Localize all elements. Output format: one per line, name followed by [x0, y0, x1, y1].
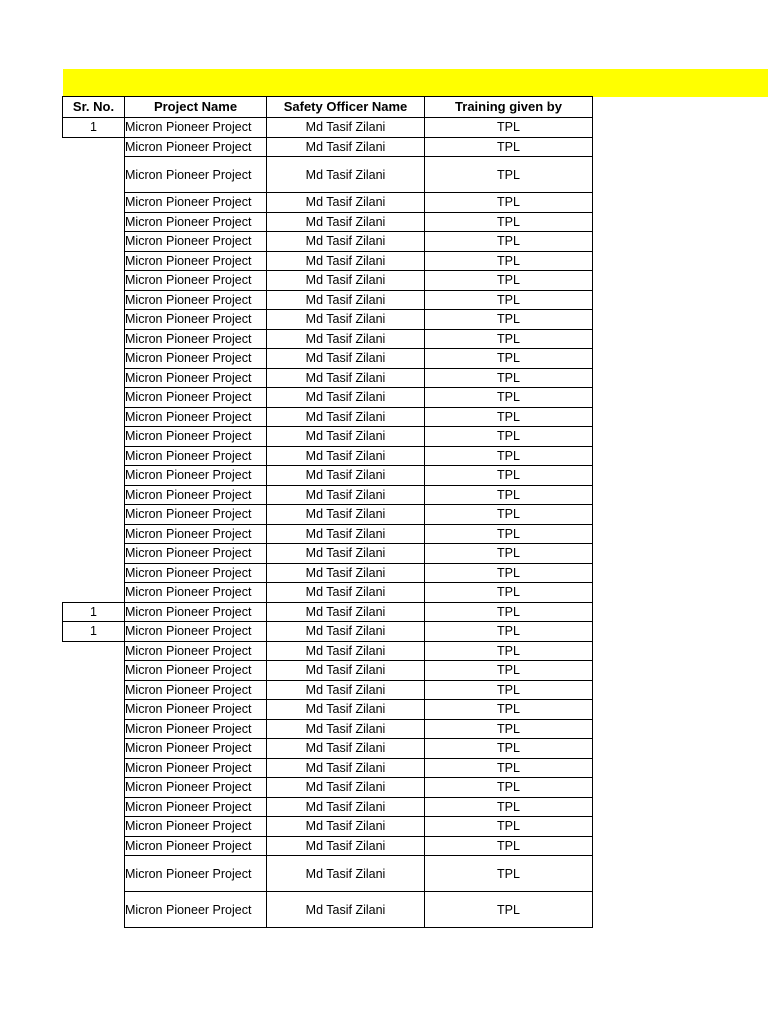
safety-officer-cell: Md Tasif Zilani: [267, 778, 425, 798]
table-row: [63, 137, 593, 157]
table-row: [63, 739, 593, 759]
header-project-name: Project Name: [125, 97, 267, 118]
safety-officer-cell: Md Tasif Zilani: [267, 157, 425, 193]
project-name-cell: Micron Pioneer Project: [125, 310, 267, 330]
table-row: [63, 485, 593, 505]
sr-no-cell: [63, 817, 125, 837]
project-name-cell: Micron Pioneer Project: [125, 232, 267, 252]
project-name-cell: Micron Pioneer Project: [125, 118, 267, 138]
training-given-by-cell: TPL: [425, 232, 593, 252]
sr-no-cell: [63, 544, 125, 564]
training-given-by-cell: TPL: [425, 524, 593, 544]
table-row: [63, 563, 593, 583]
safety-officer-cell: Md Tasif Zilani: [267, 485, 425, 505]
table-row: [63, 388, 593, 408]
training-given-by-cell: TPL: [425, 661, 593, 681]
header-row: [63, 97, 593, 118]
project-name-cell: Micron Pioneer Project: [125, 466, 267, 486]
table-row: [63, 797, 593, 817]
table-row: [63, 290, 593, 310]
safety-officer-cell: Md Tasif Zilani: [267, 563, 425, 583]
training-given-by-cell: TPL: [425, 836, 593, 856]
training-given-by-cell: TPL: [425, 466, 593, 486]
table-row: [63, 212, 593, 232]
training-given-by-cell: TPL: [425, 739, 593, 759]
project-name-cell: Micron Pioneer Project: [125, 602, 267, 622]
project-name-cell: Micron Pioneer Project: [125, 797, 267, 817]
project-name-cell: Micron Pioneer Project: [125, 505, 267, 525]
sr-no-cell: [63, 310, 125, 330]
training-given-by-cell: TPL: [425, 271, 593, 291]
safety-officer-cell: Md Tasif Zilani: [267, 446, 425, 466]
training-given-by-cell: TPL: [425, 797, 593, 817]
safety-officer-cell: Md Tasif Zilani: [267, 758, 425, 778]
training-given-by-cell: TPL: [425, 817, 593, 837]
safety-officer-cell: Md Tasif Zilani: [267, 892, 425, 928]
training-given-by-cell: TPL: [425, 892, 593, 928]
table-row: [63, 407, 593, 427]
training-given-by-cell: TPL: [425, 758, 593, 778]
table-row: [63, 329, 593, 349]
project-name-cell: Micron Pioneer Project: [125, 778, 267, 798]
table-row: [63, 544, 593, 564]
table-row: [63, 836, 593, 856]
safety-officer-cell: Md Tasif Zilani: [267, 700, 425, 720]
training-given-by-cell: TPL: [425, 719, 593, 739]
project-name-cell: Micron Pioneer Project: [125, 700, 267, 720]
safety-officer-cell: Md Tasif Zilani: [267, 856, 425, 892]
project-name-cell: Micron Pioneer Project: [125, 271, 267, 291]
table-row: [63, 758, 593, 778]
sr-no-cell: [63, 212, 125, 232]
training-table: [62, 96, 593, 928]
header-training-given-by: Training given by: [425, 97, 593, 118]
sr-no-cell: [63, 368, 125, 388]
safety-officer-cell: Md Tasif Zilani: [267, 622, 425, 642]
project-name-cell: Micron Pioneer Project: [125, 719, 267, 739]
project-name-cell: Micron Pioneer Project: [125, 892, 267, 928]
safety-officer-cell: Md Tasif Zilani: [267, 719, 425, 739]
sr-no-cell: [63, 271, 125, 291]
safety-officer-cell: Md Tasif Zilani: [267, 427, 425, 447]
table-row: [63, 661, 593, 681]
safety-officer-cell: Md Tasif Zilani: [267, 641, 425, 661]
safety-officer-cell: Md Tasif Zilani: [267, 271, 425, 291]
sr-no-cell: [63, 758, 125, 778]
training-given-by-cell: TPL: [425, 310, 593, 330]
highlight-banner: [63, 69, 768, 97]
table-row: [63, 719, 593, 739]
sr-no-cell: [63, 563, 125, 583]
project-name-cell: Micron Pioneer Project: [125, 836, 267, 856]
sr-no-cell: [63, 680, 125, 700]
safety-officer-cell: Md Tasif Zilani: [267, 797, 425, 817]
training-given-by-cell: TPL: [425, 427, 593, 447]
safety-officer-cell: Md Tasif Zilani: [267, 836, 425, 856]
training-given-by-cell: TPL: [425, 349, 593, 369]
table-row: [63, 368, 593, 388]
safety-officer-cell: Md Tasif Zilani: [267, 505, 425, 525]
training-given-by-cell: TPL: [425, 290, 593, 310]
project-name-cell: Micron Pioneer Project: [125, 641, 267, 661]
safety-officer-cell: Md Tasif Zilani: [267, 524, 425, 544]
sr-no-cell: [63, 524, 125, 544]
table-row: [63, 157, 593, 193]
project-name-cell: Micron Pioneer Project: [125, 739, 267, 759]
safety-officer-cell: Md Tasif Zilani: [267, 602, 425, 622]
training-given-by-cell: TPL: [425, 544, 593, 564]
training-given-by-cell: TPL: [425, 641, 593, 661]
sr-no-cell: [63, 892, 125, 928]
sr-no-cell: [63, 232, 125, 252]
table-row: [63, 680, 593, 700]
table-row: [63, 602, 593, 622]
training-given-by-cell: TPL: [425, 118, 593, 138]
safety-officer-cell: Md Tasif Zilani: [267, 349, 425, 369]
sr-no-cell: [63, 583, 125, 603]
table-row: [63, 856, 593, 892]
sr-no-cell: [63, 485, 125, 505]
sr-no-cell: [63, 700, 125, 720]
sr-no-cell: [63, 349, 125, 369]
sr-no-cell: [63, 427, 125, 447]
safety-officer-cell: Md Tasif Zilani: [267, 544, 425, 564]
sr-no-cell: [63, 466, 125, 486]
training-given-by-cell: TPL: [425, 602, 593, 622]
sr-no-cell: [63, 778, 125, 798]
table-body: [63, 118, 593, 928]
safety-officer-cell: Md Tasif Zilani: [267, 232, 425, 252]
training-given-by-cell: TPL: [425, 407, 593, 427]
project-name-cell: Micron Pioneer Project: [125, 427, 267, 447]
table-row: [63, 778, 593, 798]
project-name-cell: Micron Pioneer Project: [125, 137, 267, 157]
project-name-cell: Micron Pioneer Project: [125, 817, 267, 837]
safety-officer-cell: Md Tasif Zilani: [267, 118, 425, 138]
table-row: [63, 251, 593, 271]
project-name-cell: Micron Pioneer Project: [125, 680, 267, 700]
project-name-cell: Micron Pioneer Project: [125, 622, 267, 642]
table-row: [63, 232, 593, 252]
training-given-by-cell: TPL: [425, 251, 593, 271]
table-row: [63, 700, 593, 720]
training-given-by-cell: TPL: [425, 778, 593, 798]
sr-no-cell: [63, 719, 125, 739]
safety-officer-cell: Md Tasif Zilani: [267, 368, 425, 388]
project-name-cell: Micron Pioneer Project: [125, 388, 267, 408]
sr-no-cell: [63, 193, 125, 213]
safety-officer-cell: Md Tasif Zilani: [267, 329, 425, 349]
sr-no-cell: [63, 157, 125, 193]
training-given-by-cell: TPL: [425, 329, 593, 349]
table-row: [63, 817, 593, 837]
sr-no-cell: [63, 505, 125, 525]
table-row: [63, 349, 593, 369]
header-safety-officer: Safety Officer Name: [267, 97, 425, 118]
training-given-by-cell: TPL: [425, 446, 593, 466]
table-row: [63, 271, 593, 291]
training-given-by-cell: TPL: [425, 193, 593, 213]
sr-no-cell: 1: [63, 118, 125, 138]
sr-no-cell: [63, 797, 125, 817]
project-name-cell: Micron Pioneer Project: [125, 583, 267, 603]
project-name-cell: Micron Pioneer Project: [125, 251, 267, 271]
project-name-cell: Micron Pioneer Project: [125, 544, 267, 564]
project-name-cell: Micron Pioneer Project: [125, 212, 267, 232]
project-name-cell: Micron Pioneer Project: [125, 661, 267, 681]
training-given-by-cell: TPL: [425, 583, 593, 603]
sr-no-cell: 1: [63, 622, 125, 642]
safety-officer-cell: Md Tasif Zilani: [267, 583, 425, 603]
table-row: [63, 193, 593, 213]
project-name-cell: Micron Pioneer Project: [125, 368, 267, 388]
table-row: [63, 892, 593, 928]
table-row: [63, 505, 593, 525]
safety-officer-cell: Md Tasif Zilani: [267, 817, 425, 837]
safety-officer-cell: Md Tasif Zilani: [267, 212, 425, 232]
table-row: [63, 622, 593, 642]
safety-officer-cell: Md Tasif Zilani: [267, 388, 425, 408]
project-name-cell: Micron Pioneer Project: [125, 290, 267, 310]
table-row: [63, 310, 593, 330]
header-sr-no: Sr. No.: [63, 97, 125, 118]
safety-officer-cell: Md Tasif Zilani: [267, 661, 425, 681]
table-row: [63, 427, 593, 447]
training-given-by-cell: TPL: [425, 622, 593, 642]
sr-no-cell: [63, 137, 125, 157]
sr-no-cell: [63, 641, 125, 661]
sr-no-cell: 1: [63, 602, 125, 622]
sr-no-cell: [63, 739, 125, 759]
table-row: [63, 641, 593, 661]
project-name-cell: Micron Pioneer Project: [125, 329, 267, 349]
sr-no-cell: [63, 856, 125, 892]
safety-officer-cell: Md Tasif Zilani: [267, 290, 425, 310]
sr-no-cell: [63, 661, 125, 681]
training-given-by-cell: TPL: [425, 388, 593, 408]
sr-no-cell: [63, 446, 125, 466]
safety-officer-cell: Md Tasif Zilani: [267, 310, 425, 330]
project-name-cell: Micron Pioneer Project: [125, 349, 267, 369]
project-name-cell: Micron Pioneer Project: [125, 758, 267, 778]
safety-officer-cell: Md Tasif Zilani: [267, 137, 425, 157]
training-given-by-cell: TPL: [425, 485, 593, 505]
project-name-cell: Micron Pioneer Project: [125, 407, 267, 427]
training-given-by-cell: TPL: [425, 505, 593, 525]
training-given-by-cell: TPL: [425, 563, 593, 583]
training-given-by-cell: TPL: [425, 157, 593, 193]
safety-officer-cell: Md Tasif Zilani: [267, 680, 425, 700]
table-row: [63, 466, 593, 486]
safety-officer-cell: Md Tasif Zilani: [267, 739, 425, 759]
training-given-by-cell: TPL: [425, 700, 593, 720]
table-row: [63, 446, 593, 466]
training-given-by-cell: TPL: [425, 212, 593, 232]
safety-officer-cell: Md Tasif Zilani: [267, 407, 425, 427]
sr-no-cell: [63, 407, 125, 427]
safety-officer-cell: Md Tasif Zilani: [267, 193, 425, 213]
training-given-by-cell: TPL: [425, 680, 593, 700]
sr-no-cell: [63, 329, 125, 349]
project-name-cell: Micron Pioneer Project: [125, 856, 267, 892]
table-row: [63, 118, 593, 138]
project-name-cell: Micron Pioneer Project: [125, 563, 267, 583]
sr-no-cell: [63, 388, 125, 408]
training-given-by-cell: TPL: [425, 137, 593, 157]
table-row: [63, 524, 593, 544]
project-name-cell: Micron Pioneer Project: [125, 446, 267, 466]
safety-officer-cell: Md Tasif Zilani: [267, 466, 425, 486]
project-name-cell: Micron Pioneer Project: [125, 193, 267, 213]
training-given-by-cell: TPL: [425, 368, 593, 388]
table-row: [63, 583, 593, 603]
project-name-cell: Micron Pioneer Project: [125, 485, 267, 505]
sr-no-cell: [63, 251, 125, 271]
sr-no-cell: [63, 836, 125, 856]
training-given-by-cell: TPL: [425, 856, 593, 892]
sr-no-cell: [63, 290, 125, 310]
safety-officer-cell: Md Tasif Zilani: [267, 251, 425, 271]
project-name-cell: Micron Pioneer Project: [125, 524, 267, 544]
project-name-cell: Micron Pioneer Project: [125, 157, 267, 193]
